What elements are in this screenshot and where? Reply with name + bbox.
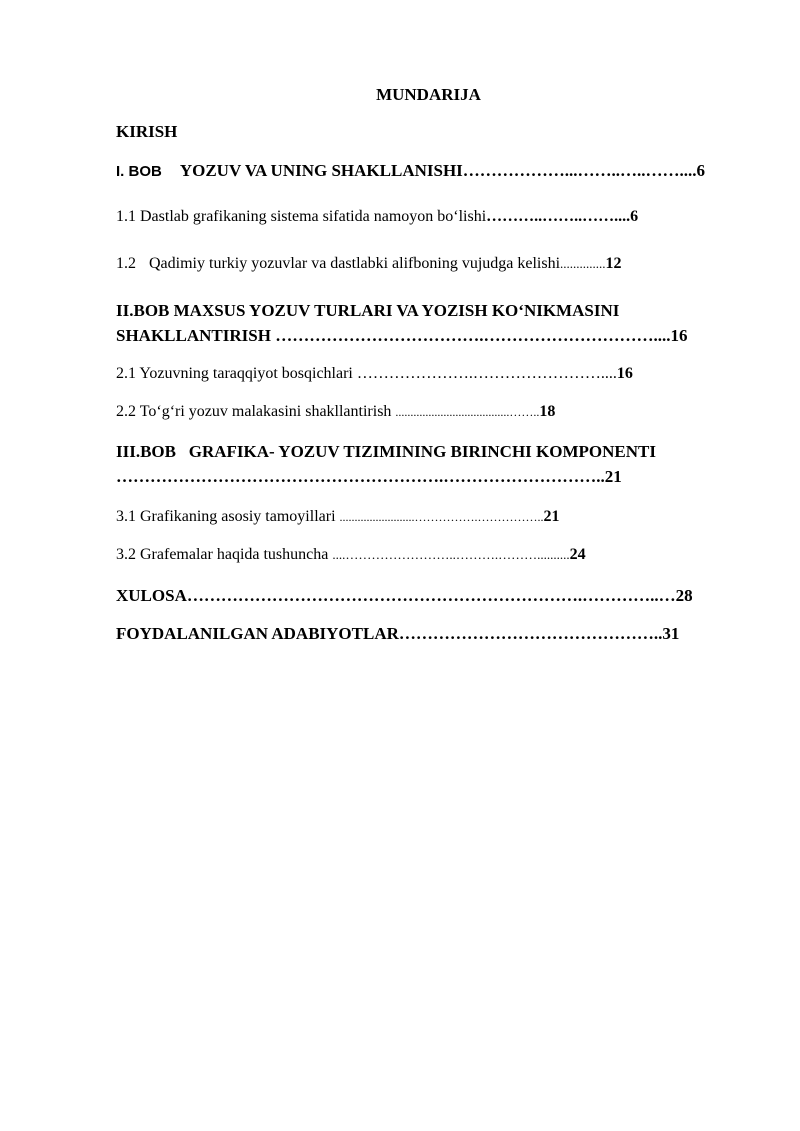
toc-leader: ....……………………..……….……….......... xyxy=(332,547,570,562)
toc-entry-adabiyotlar xyxy=(116,625,679,642)
toc-entry-label: XULOSA xyxy=(116,586,187,605)
toc-page-number: 6 xyxy=(696,161,706,180)
chapter-title-continued: SHAKLLANTIRISH xyxy=(116,326,271,345)
toc-page-number: 12 xyxy=(605,255,622,272)
toc-page-number: 21 xyxy=(543,508,560,525)
toc-entry-bob2-line2 xyxy=(116,327,687,344)
toc-page-number: 16 xyxy=(616,365,633,382)
chapter-title: II.BOB MAXSUS YOZUV TURLARI VA YOZISH KO‘NIKMASINI xyxy=(116,301,620,320)
toc-leader: .............. xyxy=(560,256,606,271)
toc-leader: ……………………………….………………………….... xyxy=(275,326,671,345)
toc-entry-2-1 xyxy=(116,366,633,382)
toc-entry-3-2 xyxy=(116,547,586,563)
toc-leader: …………………………………………………………….…………..… xyxy=(186,586,676,605)
toc-leader: .........................…………….…………….. xyxy=(339,510,544,524)
chapter-prefix: I. BOB xyxy=(116,163,162,180)
toc-entry-1-2 xyxy=(116,256,622,272)
toc-title: MUNDARIJA xyxy=(376,85,481,104)
toc-entry-label: 1.1 Dastlab grafikaning sistema sifatida namoyon bo‘lishi xyxy=(116,208,487,225)
toc-page-number: 18 xyxy=(539,403,556,420)
toc-entry-2-2 xyxy=(116,404,555,420)
toc-entry-label: FOYDALANILGAN ADABIYOTLAR xyxy=(116,624,399,643)
toc-entry-bob1 xyxy=(116,162,705,179)
toc-entry-bob2-line1 xyxy=(116,302,619,319)
toc-page-number: 24 xyxy=(569,546,586,563)
toc-entry-3-1 xyxy=(116,509,560,525)
toc-entry-1-1 xyxy=(116,209,638,225)
toc-entry-label: KIRISH xyxy=(116,122,178,141)
toc-leader: ………..……..…….... xyxy=(486,208,631,225)
toc-leader: ………………….…………………….... xyxy=(356,365,617,382)
toc-entry-label: Qadimiy turkiy yozuvlar va dastlabki alifboning vujudga kelishi xyxy=(149,255,561,272)
toc-leader: ………………………………………………….……………………….. xyxy=(116,467,605,486)
chapter-title: YOZUV VA UNING SHAKLLANISHI xyxy=(179,161,463,180)
toc-page-number: 16 xyxy=(670,326,688,345)
toc-leader: ……………………………………….. xyxy=(398,624,663,643)
chapter-title: III.BOB GRAFIKA- YOZUV TIZIMINING BIRINCHI KOMPONENTI xyxy=(116,442,656,461)
toc-page-number: 31 xyxy=(662,624,680,643)
toc-page-number: 6 xyxy=(630,208,639,225)
toc-leader: ………………...……..…..…….... xyxy=(462,161,697,180)
toc-entry-number: 1.2 xyxy=(116,255,136,272)
toc-entry-label: 3.2 Grafemalar haqida tushuncha xyxy=(116,546,329,563)
toc-page-number: 21 xyxy=(604,467,622,486)
toc-entry-label: 3.1 Grafikaning asosiy tamoyillari xyxy=(116,508,336,525)
toc-entry-bob3-line1 xyxy=(116,443,656,460)
toc-entry-kirish xyxy=(116,123,177,140)
toc-leader: ......................................…….. xyxy=(395,405,540,419)
toc-entry-xulosa xyxy=(116,587,693,604)
toc-entry-label: 2.2 To‘g‘ri yozuv malakasini shakllantirish xyxy=(116,403,392,420)
toc-page-number: 28 xyxy=(675,586,693,605)
toc-entry-label: 2.1 Yozuvning taraqqiyot bosqichlari xyxy=(116,365,353,382)
toc-entry-bob3-line2 xyxy=(116,468,622,485)
